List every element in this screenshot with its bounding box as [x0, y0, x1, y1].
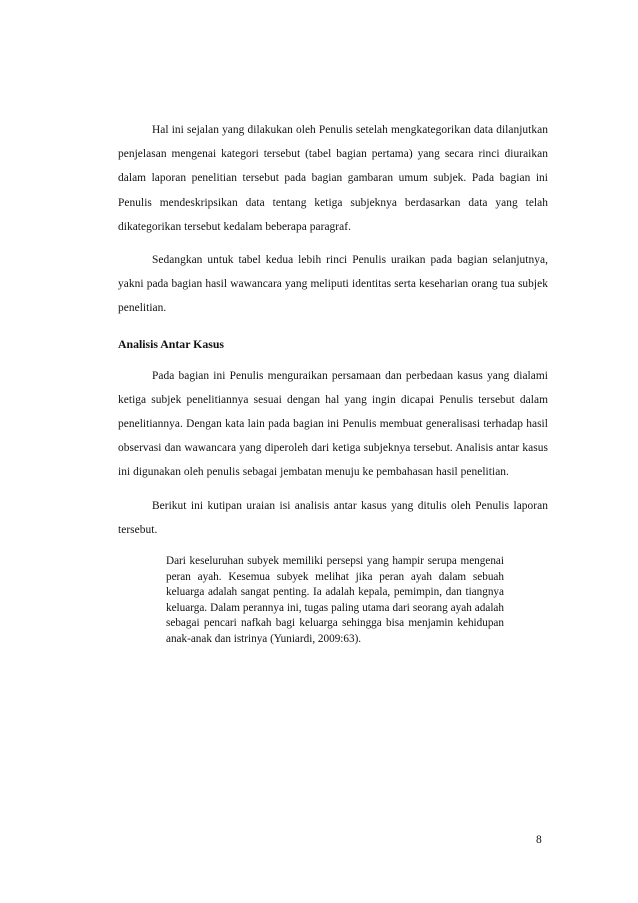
paragraph-categorization: Hal ini sejalan yang dilakukan oleh Penulis setelah mengkategorikan data dilanjutkan penjelasan mengenai kategori tersebut (tabel bagian pertama) yang secara rinci diuraikan dalam laporan penelitian tersebut pada bagian gambaran umum subjek. Pada bagian ini Penulis mendeskripsikan data tentang ketiga subjeknya berdasarkan data yang telah dikategorikan tersebut kedalam beberapa paragraf.: [118, 124, 548, 233]
block-quote: Dari keseluruhan subyek memiliki persepsi yang hampir serupa mengenai peran ayah. Kesemua subyek melihat jika peran ayah dalam sebuah keluarga adalah sangat penting. Ia adalah kepala, pemimpin, dan tiangnya keluarga. Dalam perannya ini, tugas paling utama dari seorang ayah adalah sebagai pencari nafkah bagi keluarga sehingga bisa menjamin kehidupan anak-anak dan istrinya (Yuniardi, 2009:63).: [166, 555, 504, 646]
document-body: [118, 118, 548, 648]
paragraph-quote-intro: Berikut ini kutipan uraian isi analisis antar kasus yang ditulis oleh Penulis laporan tersebut.: [118, 499, 548, 536]
page-number: 8: [536, 834, 542, 846]
paragraph-cross-case-analysis: Pada bagian ini Penulis menguraikan persamaan dan perbedaan kasus yang dialami ketiga subjek penelitiannya sesuai dengan hal yang ingin dicapai Penulis tersebut dalam penelitiannya. Dengan kata lain pada bagian ini Penulis membuat generalisasi terhadap hasil observasi dan wawancara yang diperoleh dari ketiga subjeknya tersebut. Analisis antar kasus ini digunakan oleh penulis sebagai jembatan menuju ke pembahasan hasil penelitian.: [118, 369, 548, 479]
paragraph-second-table: Sedangkan untuk tabel kedua lebih rinci Penulis uraikan pada bagian selanjutnya, yakni pada bagian hasil wawancara yang meliputi identitas serta keseharian orang tua subjek penelitian.: [118, 254, 548, 315]
section-heading: Analisis Antar Kasus: [118, 336, 224, 351]
